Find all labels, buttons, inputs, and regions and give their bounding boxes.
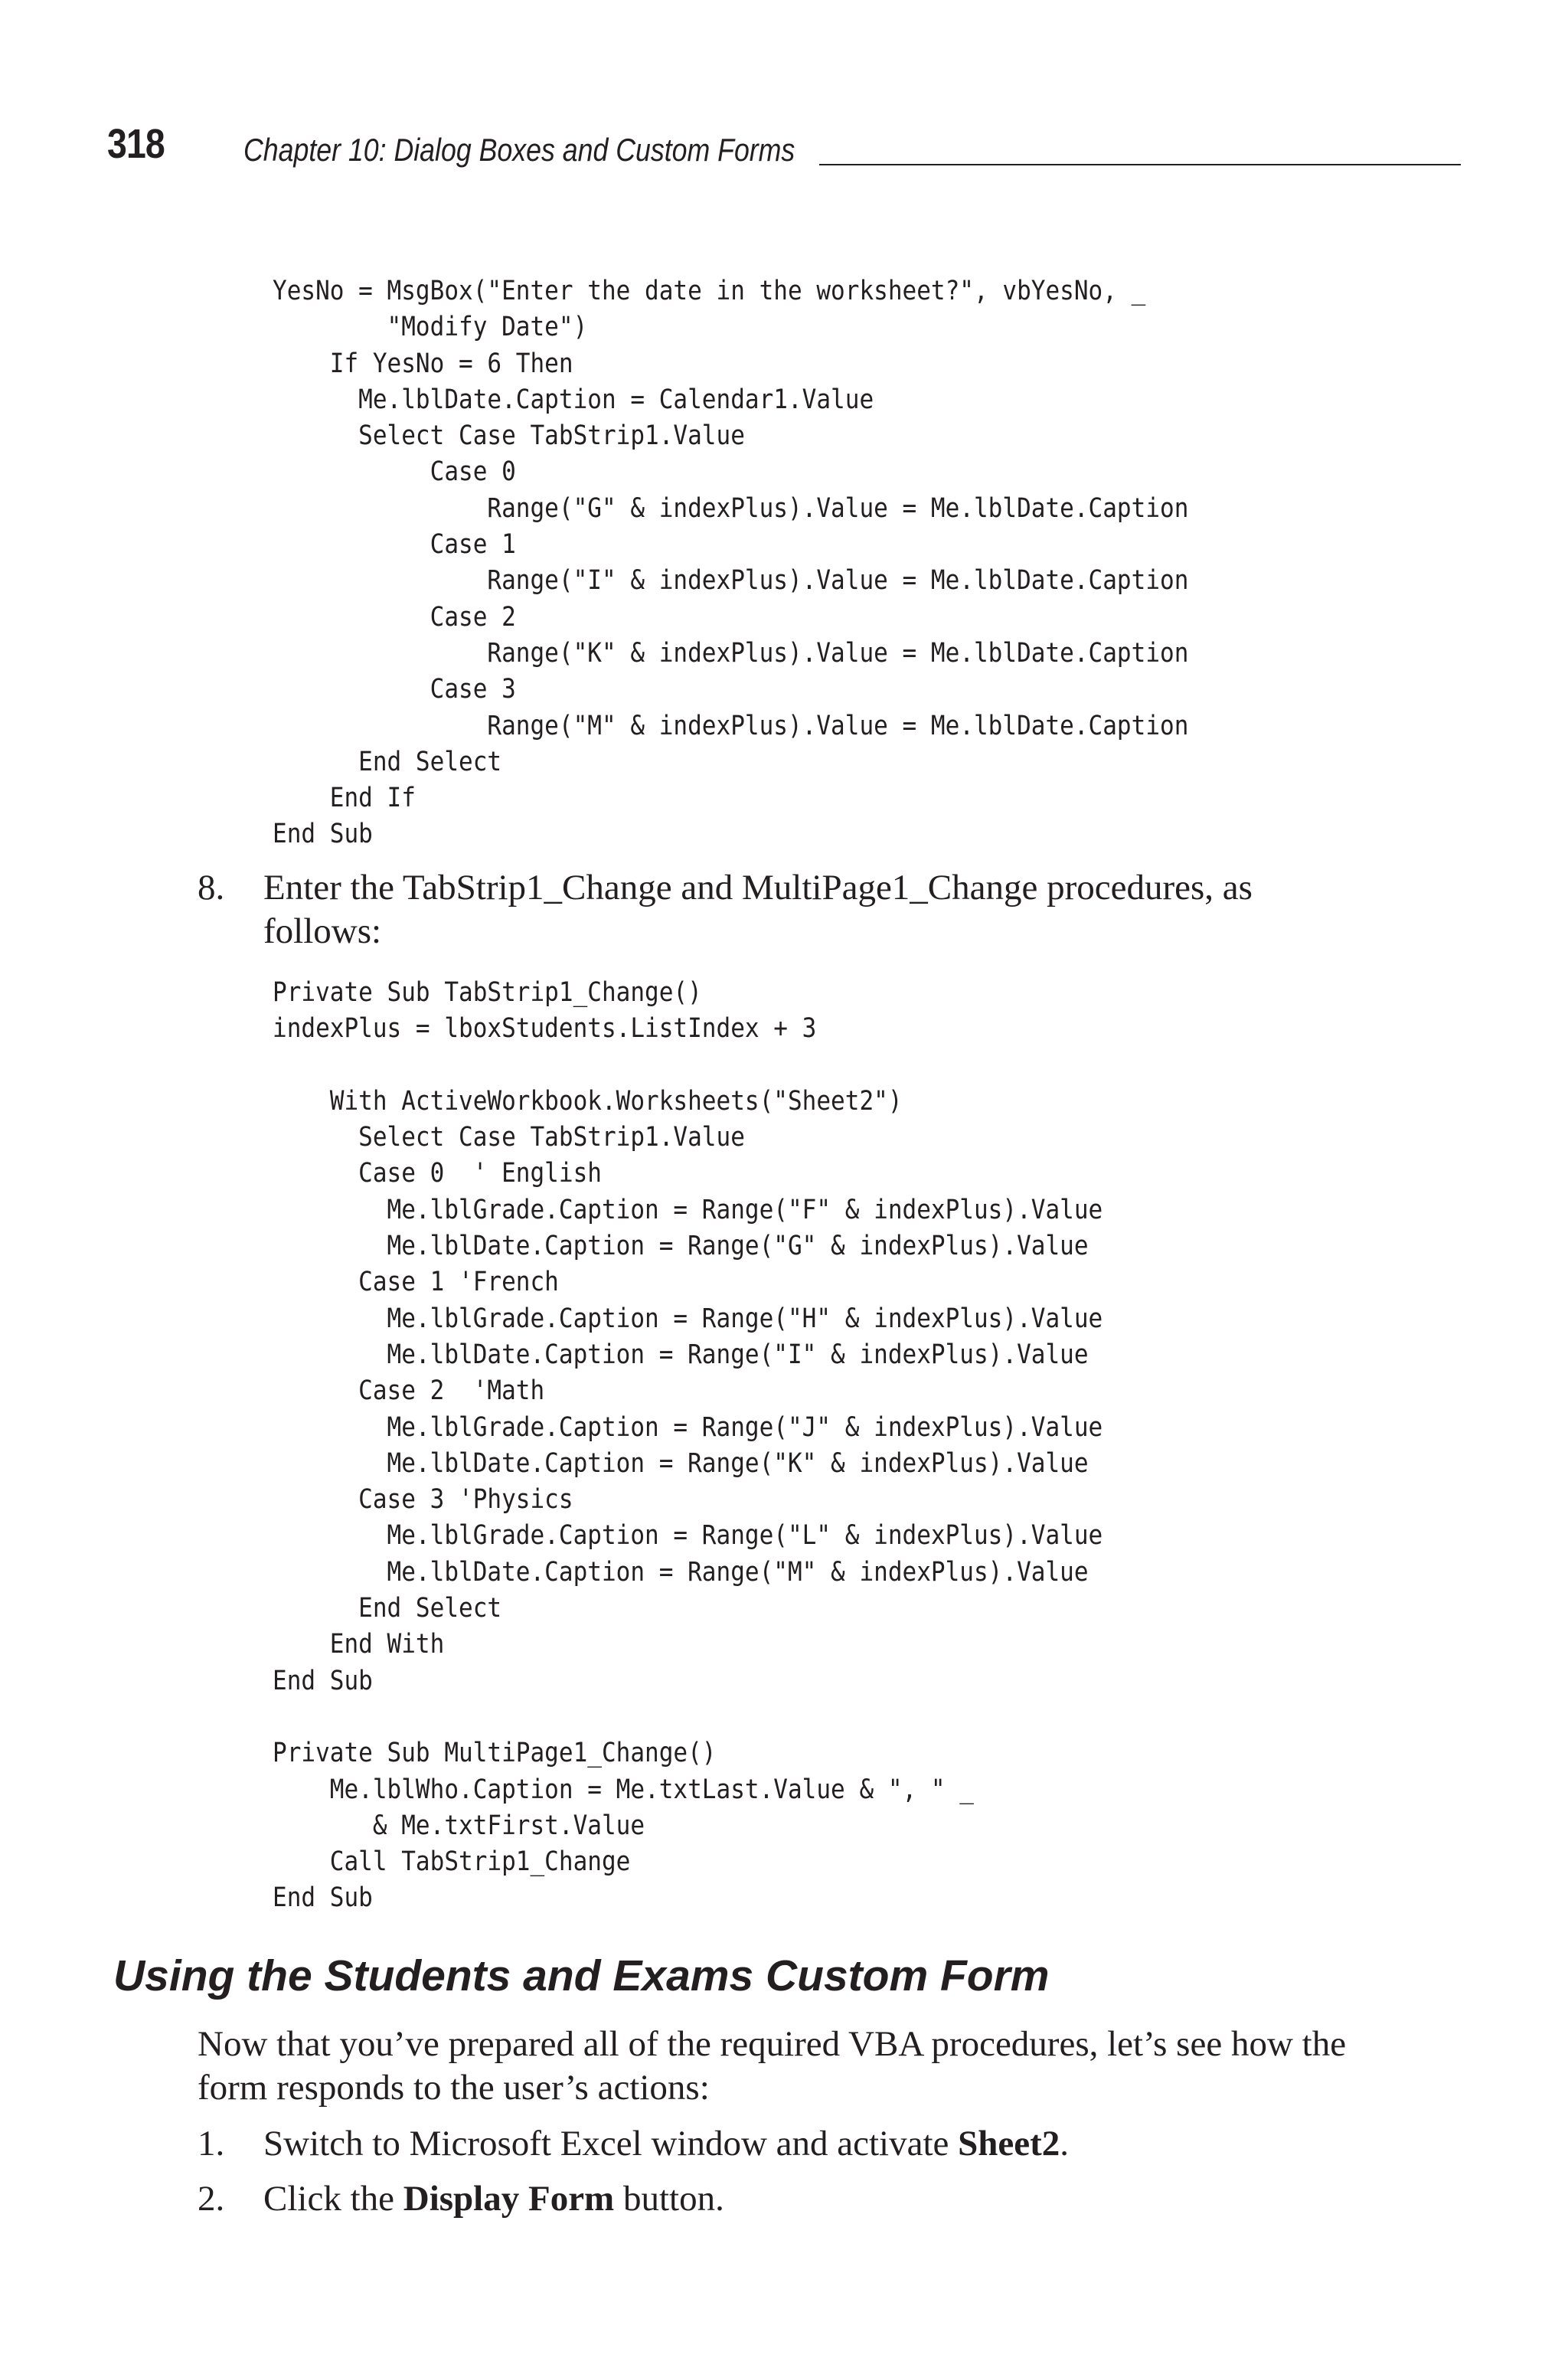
step-text-plain: Click the (263, 2179, 403, 2219)
step-number: 2. (198, 2179, 225, 2219)
step-text (263, 2122, 1366, 2166)
step-number: 1. (198, 2124, 225, 2163)
page-number: 318 (107, 121, 165, 167)
code-block-calendar: YesNo = MsgBox("Enter the date in the worksheet?", vbYesNo, _ "Modify Date") If YesNo = 6 Then Me.lblDate.Caption = Calendar1.Value Select Case TabStrip1.Value Case 0 Range("G" & indexPlus).Value = Me.lblDate.Caption Case 1 Range("I" & indexPlus).Value = Me.lblDate.Caption Case 2 Range("K" & indexPlus).Value = Me.lblDate.Caption Case 3 Range("M" & indexPlus).Value = Me.lblDate.Caption End Select End If End Sub (273, 276, 1189, 850)
chapter-title: Chapter 10: Dialog Boxes and Custom Forms (243, 132, 795, 168)
step-text: Enter the TabStrip1_Change and MultiPage1_Change procedures, as follows: (263, 868, 1253, 951)
running-header (107, 121, 1348, 175)
step-number: 8. (198, 868, 225, 908)
code-block-tabstrip-multipage: Private Sub TabStrip1_Change() indexPlus = lboxStudents.ListIndex + 3 With ActiveWorkbook.Worksheets("Sheet2") Select Case TabStrip1.Value Case 0 ' English Me.lblGrade.Caption = Range("F" & indexPlus).Value Me.lblDate.Caption = Range("G" & indexPlus).Value Case 1 'French Me.lblGrade.Caption = Range("H" & indexPlus).Value Me.lblDate.Caption = Range("I" & indexPlus).Value Case 2 'Math Me.lblGrade.Caption = Range("J" & indexPlus).Value Me.lblDate.Caption = Range("K" & indexPlus).Value Case 3 'Physics Me.lblGrade.Caption = Range("L" & indexPlus).Value Me.lblDate.Caption = Range("M" & indexPlus).Value End Select End With End Sub Private Sub MultiPage1_Change() Me.lblWho.Caption = Me.txtLast.Value & ", " _ & Me.txtFirst.Value Call TabStrip1_Change End Sub (273, 977, 1103, 1914)
header-rule (819, 164, 1461, 165)
step-text-plain: Switch to Microsoft Excel window and activate (263, 2124, 959, 2163)
step-text-plain: . (1060, 2124, 1070, 2163)
step-text-plain: button. (614, 2179, 724, 2219)
step-text-bold: Sheet2 (958, 2124, 1060, 2163)
section-intro-paragraph: Now that you’ve prepared all of the required VBA procedures, let’s see how the form responds to the user’s actions: (198, 2024, 1347, 2108)
step-text-bold: Display Form (403, 2179, 615, 2219)
section-heading: Using the Students and Exams Custom Form (113, 1951, 1050, 2000)
step-text (263, 2177, 1366, 2221)
